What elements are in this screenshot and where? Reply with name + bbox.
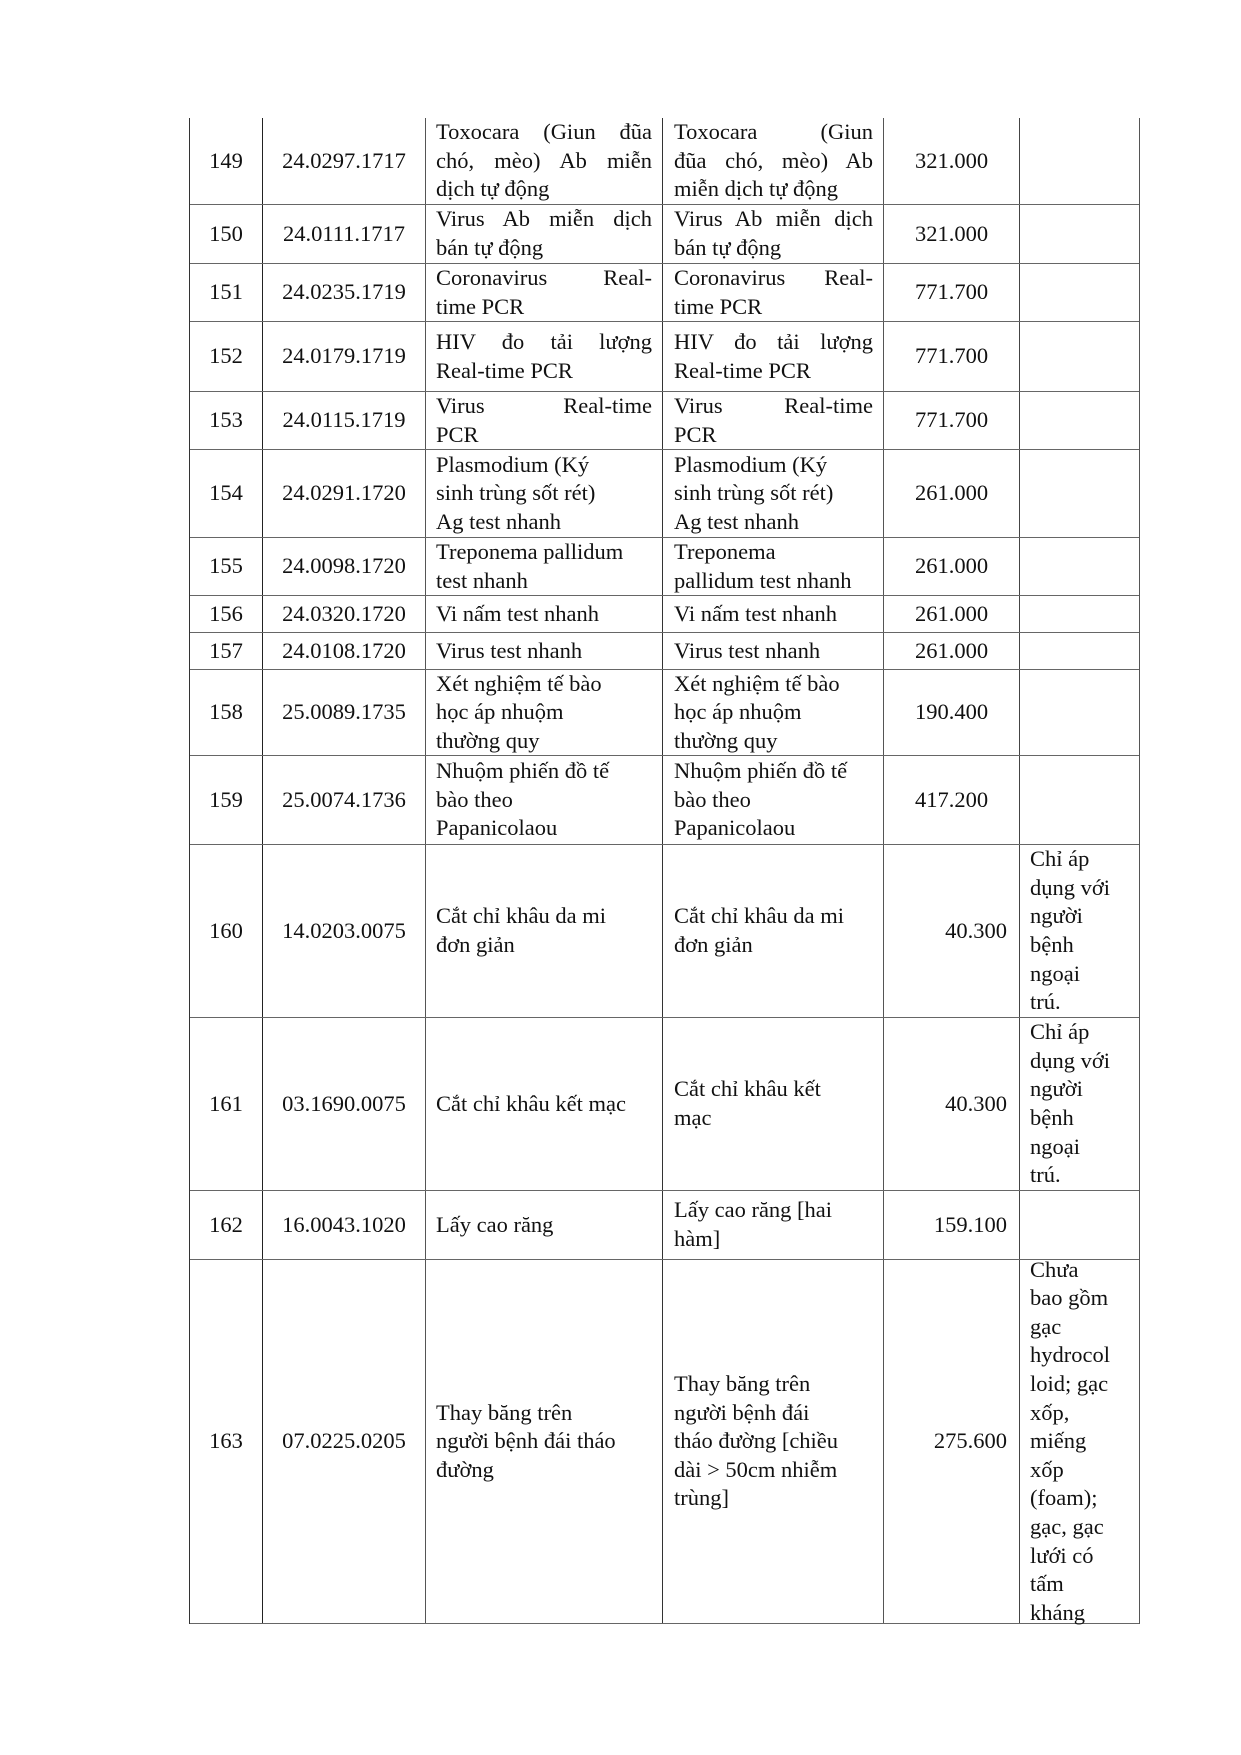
cell-line: Vi nấm test nhanh bbox=[674, 600, 837, 626]
price-table bbox=[189, 118, 1140, 1624]
cell-line: trú. bbox=[1030, 989, 1061, 1015]
cell-line: kháng bbox=[1030, 1599, 1085, 1625]
price: 159.100 bbox=[884, 1191, 1020, 1259]
service-code: 24.0115.1719 bbox=[263, 392, 426, 449]
service-name-detail bbox=[663, 118, 884, 204]
price: 40.300 bbox=[884, 845, 1020, 1017]
service-name bbox=[426, 596, 663, 632]
cell-line: Xét nghiệm tế bào bbox=[436, 670, 602, 696]
cell-line: dịch tự động bbox=[436, 176, 550, 202]
price: 275.600 bbox=[884, 1260, 1020, 1623]
service-name-detail bbox=[663, 322, 884, 391]
row-number: 149 bbox=[190, 118, 263, 204]
price: 40.300 bbox=[884, 1018, 1020, 1190]
row-number: 154 bbox=[190, 450, 263, 537]
cell-line: Vi nấm test nhanh bbox=[436, 600, 599, 626]
table-row bbox=[190, 670, 1139, 756]
cell-line: học áp nhuộm bbox=[436, 699, 564, 725]
service-code: 24.0235.1719 bbox=[263, 264, 426, 321]
row-number: 161 bbox=[190, 1018, 263, 1190]
cell-line: Chỉ áp bbox=[1030, 1019, 1090, 1045]
row-number: 155 bbox=[190, 538, 263, 595]
row-number: 156 bbox=[190, 596, 263, 632]
row-number: 150 bbox=[190, 205, 263, 263]
service-code: 24.0297.1717 bbox=[263, 118, 426, 204]
cell-line: Real-time PCR bbox=[674, 357, 811, 383]
cell-line: Treponema pallidum bbox=[436, 538, 624, 564]
cell-line: (foam); bbox=[1030, 1485, 1098, 1511]
row-number: 158 bbox=[190, 670, 263, 755]
table-row bbox=[190, 633, 1139, 670]
service-code: 16.0043.1020 bbox=[263, 1191, 426, 1259]
note bbox=[1020, 322, 1139, 391]
service-name bbox=[426, 322, 663, 391]
cell-line: thường quy bbox=[674, 727, 778, 753]
cell-line: Virus Real-time bbox=[674, 392, 873, 418]
cell-line: thường quy bbox=[436, 727, 540, 753]
cell-line: Xét nghiệm tế bào bbox=[674, 670, 840, 696]
price: 771.700 bbox=[884, 322, 1020, 391]
cell-line: bao gồm bbox=[1030, 1285, 1109, 1311]
table-row bbox=[190, 118, 1139, 205]
cell-line: trùng] bbox=[674, 1485, 729, 1511]
cell-line: tấm bbox=[1030, 1571, 1064, 1597]
cell-line: test nhanh bbox=[436, 567, 528, 593]
cell-line: sinh trùng sốt rét) bbox=[674, 480, 834, 506]
cell-line: miếng bbox=[1030, 1428, 1087, 1454]
row-number: 152 bbox=[190, 322, 263, 391]
cell-line: Thay băng trên bbox=[674, 1371, 811, 1397]
note bbox=[1020, 1018, 1139, 1190]
service-name-detail bbox=[663, 756, 884, 844]
cell-line: Cắt chỉ khâu da mi bbox=[674, 903, 844, 929]
cell-line: dụng với bbox=[1030, 874, 1111, 900]
cell-line: miễn dịch tự động bbox=[674, 176, 839, 202]
cell-line: Virus Real-time bbox=[436, 392, 652, 418]
cell-line: xốp, bbox=[1030, 1399, 1070, 1425]
cell-line: người bệnh đái tháo bbox=[436, 1428, 616, 1454]
cell-line: Virus Ab miễn dịch bbox=[674, 206, 873, 232]
service-name-detail bbox=[663, 670, 884, 755]
row-number: 160 bbox=[190, 845, 263, 1017]
cell-line: loid; gạc bbox=[1030, 1371, 1109, 1397]
service-name bbox=[426, 1018, 663, 1190]
cell-line: Papanicolaou bbox=[436, 815, 558, 841]
cell-line: người bbox=[1030, 903, 1083, 929]
service-name bbox=[426, 1260, 663, 1623]
row-number: 162 bbox=[190, 1191, 263, 1259]
cell-line: bán tự động bbox=[674, 235, 782, 260]
table-row bbox=[190, 322, 1139, 392]
note bbox=[1020, 1191, 1139, 1259]
cell-line: bán tự động bbox=[436, 235, 544, 260]
service-name-detail bbox=[663, 1018, 884, 1190]
service-code: 24.0111.1717 bbox=[263, 205, 426, 263]
cell-line: Treponema bbox=[674, 538, 776, 564]
cell-line: ngoại bbox=[1030, 1133, 1080, 1159]
cell-line: Virus Ab miễn dịch bbox=[436, 206, 652, 232]
row-number: 153 bbox=[190, 392, 263, 449]
row-number: 163 bbox=[190, 1260, 263, 1623]
cell-line: Coronavirus Real- bbox=[674, 264, 873, 290]
cell-line: chó, mèo) Ab miễn bbox=[436, 147, 652, 173]
note bbox=[1020, 845, 1139, 1017]
price: 261.000 bbox=[884, 633, 1020, 669]
cell-line: Ag test nhanh bbox=[674, 508, 799, 534]
note bbox=[1020, 1256, 1139, 1625]
note bbox=[1020, 392, 1139, 449]
cell-line: sinh trùng sốt rét) bbox=[436, 480, 596, 506]
note bbox=[1020, 538, 1139, 595]
service-name-detail bbox=[663, 1191, 884, 1259]
service-code: 07.0225.0205 bbox=[263, 1260, 426, 1623]
service-name-detail bbox=[663, 633, 884, 669]
cell-line: PCR bbox=[674, 421, 717, 447]
price: 261.000 bbox=[884, 596, 1020, 632]
cell-line: Chỉ áp bbox=[1030, 846, 1090, 872]
table-row bbox=[190, 450, 1139, 538]
price: 190.400 bbox=[884, 670, 1020, 755]
service-name-detail bbox=[663, 205, 884, 263]
service-code: 24.0108.1720 bbox=[263, 633, 426, 669]
service-name-detail bbox=[663, 392, 884, 449]
cell-line: học áp nhuộm bbox=[674, 699, 802, 725]
note bbox=[1020, 118, 1139, 204]
service-name bbox=[426, 633, 663, 669]
row-number: 157 bbox=[190, 633, 263, 669]
cell-line: Virus test nhanh bbox=[436, 637, 583, 663]
cell-line: xốp bbox=[1030, 1456, 1064, 1482]
cell-line: tháo đường [chiều bbox=[674, 1428, 839, 1454]
cell-line: pallidum test nhanh bbox=[674, 567, 852, 593]
service-code: 14.0203.0075 bbox=[263, 845, 426, 1017]
table-row bbox=[190, 538, 1139, 596]
service-code: 25.0089.1735 bbox=[263, 670, 426, 755]
cell-line: PCR bbox=[436, 421, 479, 447]
cell-line: Cắt chỉ khâu kết bbox=[674, 1076, 821, 1102]
service-name bbox=[426, 1191, 663, 1259]
note bbox=[1020, 756, 1139, 844]
cell-line: người bbox=[1030, 1076, 1083, 1102]
cell-line: người bệnh đái bbox=[674, 1399, 810, 1425]
service-name-detail bbox=[663, 264, 884, 321]
cell-line: đũa chó, mèo) Ab bbox=[674, 147, 873, 173]
cell-line: bào theo bbox=[674, 786, 751, 812]
cell-line: Nhuộm phiến đồ tế bbox=[674, 758, 848, 784]
cell-line: Nhuộm phiến đồ tế bbox=[436, 758, 610, 784]
note bbox=[1020, 264, 1139, 321]
cell-line: đơn giản bbox=[674, 932, 753, 957]
cell-line: Thay băng trên bbox=[436, 1399, 573, 1425]
cell-line: Virus test nhanh bbox=[674, 637, 821, 663]
cell-line: Ag test nhanh bbox=[436, 508, 561, 534]
cell-line: Lấy cao răng [hai bbox=[674, 1197, 833, 1223]
service-name-detail bbox=[663, 1260, 884, 1623]
cell-line: bệnh bbox=[1030, 1105, 1074, 1130]
table-row bbox=[190, 264, 1139, 322]
price: 261.000 bbox=[884, 538, 1020, 595]
note bbox=[1020, 596, 1139, 632]
price: 771.700 bbox=[884, 264, 1020, 321]
cell-line: Toxocara (Giun đũa bbox=[436, 119, 652, 145]
note bbox=[1020, 633, 1139, 669]
service-name-detail bbox=[663, 596, 884, 632]
cell-line: Plasmodium (Ký bbox=[674, 451, 828, 477]
cell-line: lưới có bbox=[1030, 1542, 1094, 1568]
cell-line: dụng với bbox=[1030, 1047, 1111, 1073]
price: 771.700 bbox=[884, 392, 1020, 449]
cell-line: Lấy cao răng bbox=[436, 1211, 554, 1237]
cell-line: time PCR bbox=[674, 293, 763, 319]
table-row bbox=[190, 756, 1139, 845]
cell-line: trú. bbox=[1030, 1162, 1061, 1188]
service-name bbox=[426, 205, 663, 263]
cell-line: bệnh bbox=[1030, 932, 1074, 957]
service-code: 24.0320.1720 bbox=[263, 596, 426, 632]
price: 261.000 bbox=[884, 450, 1020, 537]
service-code: 24.0098.1720 bbox=[263, 538, 426, 595]
note bbox=[1020, 670, 1139, 755]
cell-line: Coronavirus Real- bbox=[436, 264, 652, 290]
service-name bbox=[426, 450, 663, 537]
cell-line: dài > 50cm nhiễm bbox=[674, 1456, 838, 1482]
table-row bbox=[190, 845, 1139, 1018]
cell-line: gạc bbox=[1030, 1313, 1062, 1339]
service-name bbox=[426, 845, 663, 1017]
cell-line: đơn giản bbox=[436, 932, 515, 957]
price: 321.000 bbox=[884, 118, 1020, 204]
service-name-detail bbox=[663, 845, 884, 1017]
cell-line: ngoại bbox=[1030, 960, 1080, 986]
table-row bbox=[190, 1256, 1139, 1625]
service-code: 03.1690.0075 bbox=[263, 1018, 426, 1190]
cell-line: Real-time PCR bbox=[436, 357, 573, 383]
service-name-detail bbox=[663, 450, 884, 537]
service-name bbox=[426, 670, 663, 755]
table-row bbox=[190, 205, 1139, 264]
service-code: 25.0074.1736 bbox=[263, 756, 426, 844]
cell-line: HIV đo tải lượng bbox=[674, 328, 873, 354]
row-number: 151 bbox=[190, 264, 263, 321]
cell-line: HIV đo tải lượng bbox=[436, 328, 652, 354]
cell-line: bào theo bbox=[436, 786, 513, 812]
cell-line: Chưa bbox=[1030, 1256, 1079, 1282]
service-name bbox=[426, 756, 663, 844]
price: 321.000 bbox=[884, 205, 1020, 263]
service-code: 24.0179.1719 bbox=[263, 322, 426, 391]
cell-line: đường bbox=[436, 1456, 494, 1482]
cell-line: Toxocara (Giun bbox=[674, 119, 873, 145]
row-number: 159 bbox=[190, 756, 263, 844]
table-row bbox=[190, 392, 1139, 450]
service-code: 24.0291.1720 bbox=[263, 450, 426, 537]
service-name bbox=[426, 264, 663, 321]
cell-line: Plasmodium (Ký bbox=[436, 451, 590, 477]
cell-line: Cắt chỉ khâu da mi bbox=[436, 903, 606, 929]
service-name-detail bbox=[663, 538, 884, 595]
table-row bbox=[190, 596, 1139, 633]
service-name bbox=[426, 538, 663, 595]
cell-line: mạc bbox=[674, 1105, 712, 1130]
service-name bbox=[426, 118, 663, 204]
table-row bbox=[190, 1191, 1139, 1260]
note bbox=[1020, 205, 1139, 263]
table-row bbox=[190, 1018, 1139, 1191]
cell-line: Papanicolaou bbox=[674, 815, 796, 841]
cell-line: gạc, gạc bbox=[1030, 1513, 1104, 1539]
cell-line: hàm] bbox=[674, 1226, 721, 1251]
cell-line: hydrocol bbox=[1030, 1342, 1110, 1368]
note bbox=[1020, 450, 1139, 537]
cell-line: Cắt chỉ khâu kết mạc bbox=[436, 1090, 626, 1116]
service-name bbox=[426, 392, 663, 449]
cell-line: time PCR bbox=[436, 293, 525, 319]
price: 417.200 bbox=[884, 756, 1020, 844]
